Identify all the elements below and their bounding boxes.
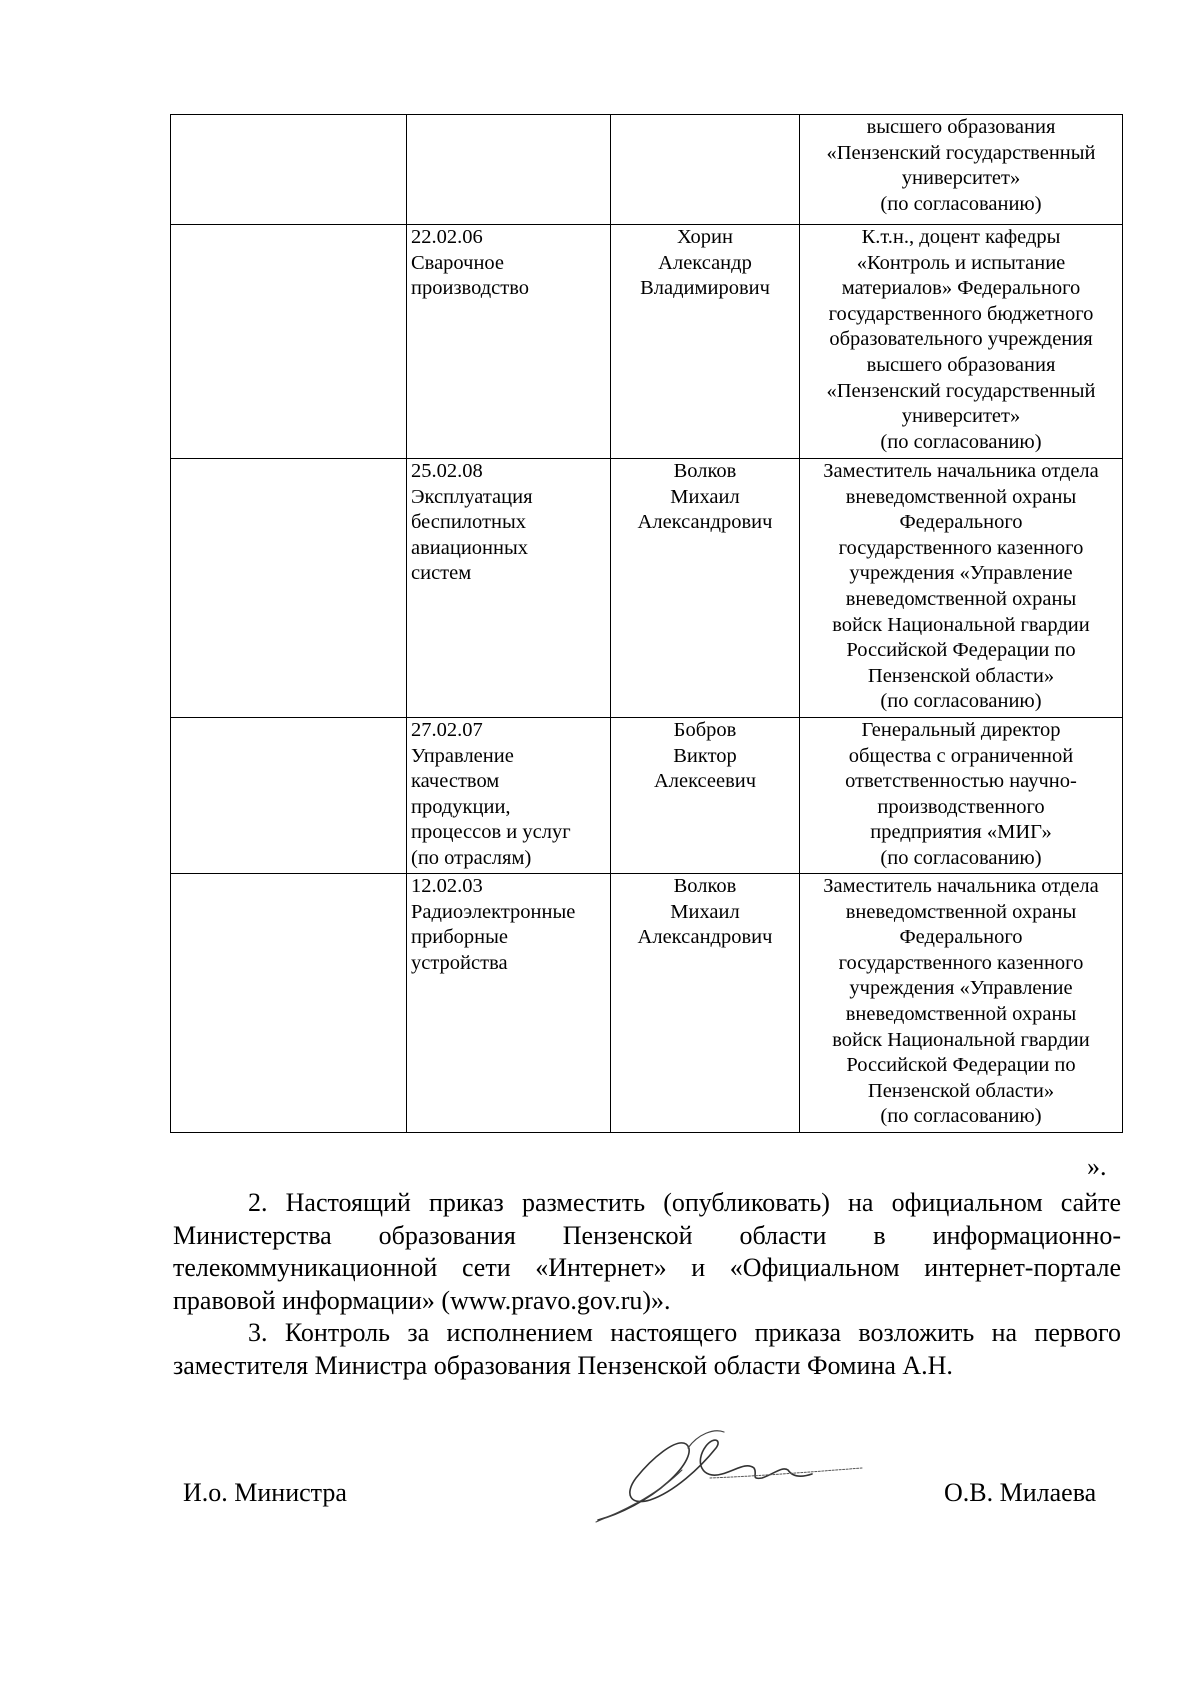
spec-line: Сварочное [411,251,505,274]
table-row [171,115,1123,225]
name-cell [611,874,800,1133]
spec-line: (по отраслям) [411,846,532,869]
text-line: телекоммуникационной сети «Интернет» и «Официальном интернет-портале [173,1253,1121,1282]
position-line: Федерального [899,926,1023,949]
position-line: войск Национальной гвардии [832,613,1090,636]
position-line: высшего образования [866,116,1056,138]
position-line: вневедомственной охраны [845,1002,1077,1025]
position-line: Заместитель начальника отдела [823,460,1099,482]
spec-line: устройства [411,951,508,974]
spec-line: продукции, [411,795,511,818]
position-line: войск Национальной гвардии [832,1028,1090,1051]
position-cell [800,225,1123,459]
name-line: Хорин [677,226,733,248]
position-line: Российской Федерации по [846,1054,1076,1077]
position-line: учреждения «Управление [849,977,1073,1000]
position-line: университет» [901,405,1021,428]
position-line: университет» [901,167,1021,190]
name-line: Михаил [670,485,740,508]
position-line: Заместитель начальника отдела [823,875,1099,897]
position-cell [800,459,1123,718]
text-line: 3. Контроль за исполнением настоящего приказа возложить на первого [248,1318,1121,1347]
position-line: государственного казенного [838,536,1084,559]
empty-cell [171,718,407,874]
position-cell [800,115,1123,225]
position-line: (по согласованию) [880,1105,1042,1128]
specialty-cell [407,115,611,225]
position-line: материалов» Федерального [841,277,1081,300]
name-line: Виктор [673,744,737,767]
position-line: государственного бюджетного [828,302,1094,325]
spec-line: Эксплуатация [411,485,533,508]
handwritten-signature [590,1422,870,1532]
empty-cell [171,874,407,1133]
position-line: (по согласованию) [880,846,1042,869]
table-row [171,718,1123,874]
specialty-cell [407,718,611,874]
position-line: Генеральный директор [861,719,1061,741]
spec-line: качеством [411,770,500,793]
position-line: вневедомственной охраны [845,587,1077,610]
spec-line: процессов и услуг [411,821,571,844]
name-line: Александр [658,251,752,274]
paragraph-2 [173,1187,1121,1317]
name-line: Александрович [637,511,773,534]
spec-line: производство [411,277,530,300]
position-cell [800,874,1123,1133]
specialty-cell [407,225,611,459]
name-line: Владимирович [640,277,770,300]
table-row [171,459,1123,718]
spec-line: Управление [411,744,514,767]
spec-line: приборные [411,926,508,949]
specialty-cell [407,459,611,718]
position-cell [800,718,1123,874]
closing-quote: ». [1087,1152,1107,1181]
empty-cell [171,459,407,718]
text-line: заместителя Министра образования Пензенской области Фомина А.Н. [173,1350,953,1380]
name-line: Бобров [673,719,737,741]
position-line: (по согласованию) [880,430,1042,453]
position-line: высшего образования [866,353,1056,376]
text-line: 2. Настоящий приказ разместить (опубликовать) на официальном сайте [248,1188,1121,1217]
name-cell [611,718,800,874]
name-cell [611,225,800,459]
name-line: Волков [673,460,737,482]
position-line: учреждения «Управление [849,562,1073,585]
name-line: Алексеевич [653,770,757,793]
position-line: «Контроль и испытание [856,251,1066,274]
spec-line: 25.02.08 [411,460,483,482]
name-line: Михаил [670,900,740,923]
name-cell [611,115,800,225]
name-line: Волков [673,875,737,897]
position-line: (по согласованию) [880,690,1042,713]
position-line: «Пензенский государственный [826,379,1096,402]
name-cell [611,459,800,718]
specialty-cell [407,874,611,1133]
position-line: Российской Федерации по [846,639,1076,662]
text-line: правовой информации» (www.pravo.gov.ru)». [173,1285,671,1315]
position-line: ответственностью научно- [845,770,1077,793]
position-line: предприятия «МИГ» [870,821,1052,844]
signatory-name: О.В. Милаева [944,1478,1097,1507]
spec-line: 12.02.03 [411,875,483,897]
position-line: «Пензенский государственный [826,141,1096,164]
name-line: Александрович [637,926,773,949]
spec-line: Радиоэлектронные [411,900,576,923]
text-line: Министерства образования Пензенской области в информационно- [173,1220,1121,1250]
position-line: Пензенской области» [867,664,1055,687]
signatory-title: И.о. Министра [183,1478,347,1507]
position-line: общества с ограниченной [848,744,1074,767]
spec-line: авиационных [411,536,529,559]
position-line: вневедомственной охраны [845,900,1077,923]
position-line: К.т.н., доцент кафедры [861,226,1061,248]
empty-cell [171,115,407,225]
position-line: вневедомственной охраны [845,485,1077,508]
position-line: производственного [877,795,1045,818]
spec-line: беспилотных [411,511,526,534]
position-line: государственного казенного [838,951,1084,974]
empty-cell [171,225,407,459]
table-row [171,225,1123,459]
position-line: образовательного учреждения [829,328,1093,351]
commission-table [170,114,1123,1133]
spec-line: систем [411,562,472,585]
table-row [171,874,1123,1133]
position-line: (по согласованию) [880,192,1042,215]
position-line: Пензенской области» [867,1079,1055,1102]
paragraph-3 [173,1317,1121,1382]
spec-line: 27.02.07 [411,719,483,741]
commission-table-body [171,115,1123,1133]
position-line: Федерального [899,511,1023,534]
spec-line: 22.02.06 [411,226,483,248]
